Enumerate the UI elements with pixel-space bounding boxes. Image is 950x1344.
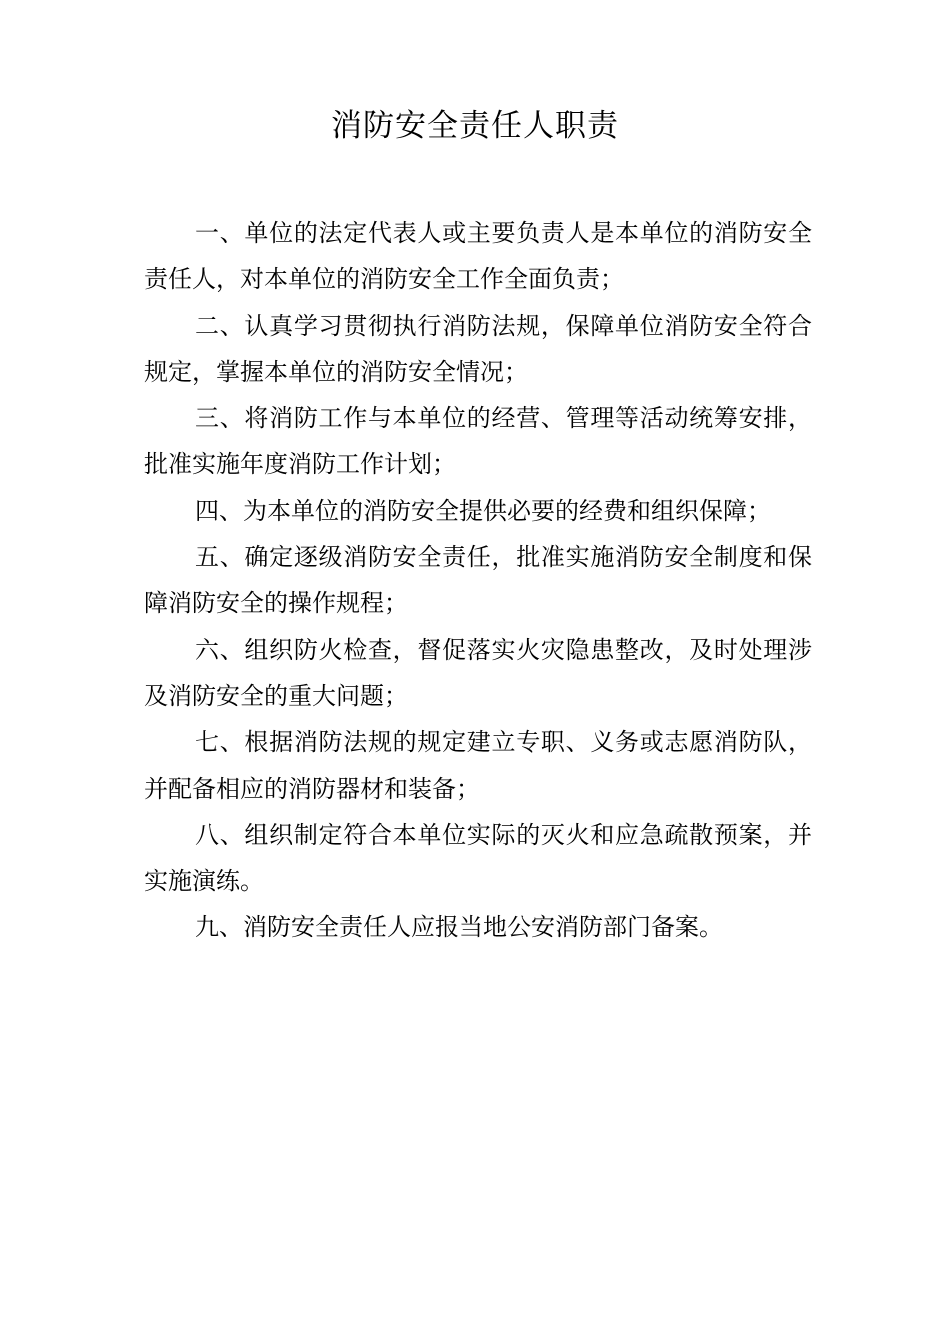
paragraph-1: 一、单位的法定代表人或主要负责人是本单位的消防安全责任人，对本单位的消防安全工作全面负责；: [144, 219, 812, 294]
paragraph-7: 七、根据消防法规的规定建立专职、义务或志愿消防队，并配备相应的消防器材和装备；: [144, 728, 812, 803]
paragraph-3: 三、将消防工作与本单位的经营、管理等活动统筹安排，批准实施年度消防工作计划；: [144, 404, 812, 479]
paragraph-9: 九、消防安全责任人应报当地公安消防部门备案。: [195, 913, 723, 942]
document-body: [144, 210, 812, 951]
paragraph-2: 二、认真学习贯彻执行消防法规，保障单位消防安全符合规定，掌握本单位的消防安全情况；: [144, 311, 812, 386]
paragraph-4: 四、为本单位的消防安全提供必要的经费和组织保障；: [195, 496, 771, 525]
document-title: 消防安全责任人职责: [331, 108, 619, 144]
paragraph-6: 六、组织防火检查，督促落实火灾隐患整改，及时处理涉及消防安全的重大问题；: [144, 635, 812, 710]
paragraph-5: 五、确定逐级消防安全责任，批准实施消防安全制度和保障消防安全的操作规程；: [144, 543, 812, 618]
paragraph-8: 八、组织制定符合本单位实际的灭火和应急疏散预案，并实施演练。: [144, 820, 812, 896]
